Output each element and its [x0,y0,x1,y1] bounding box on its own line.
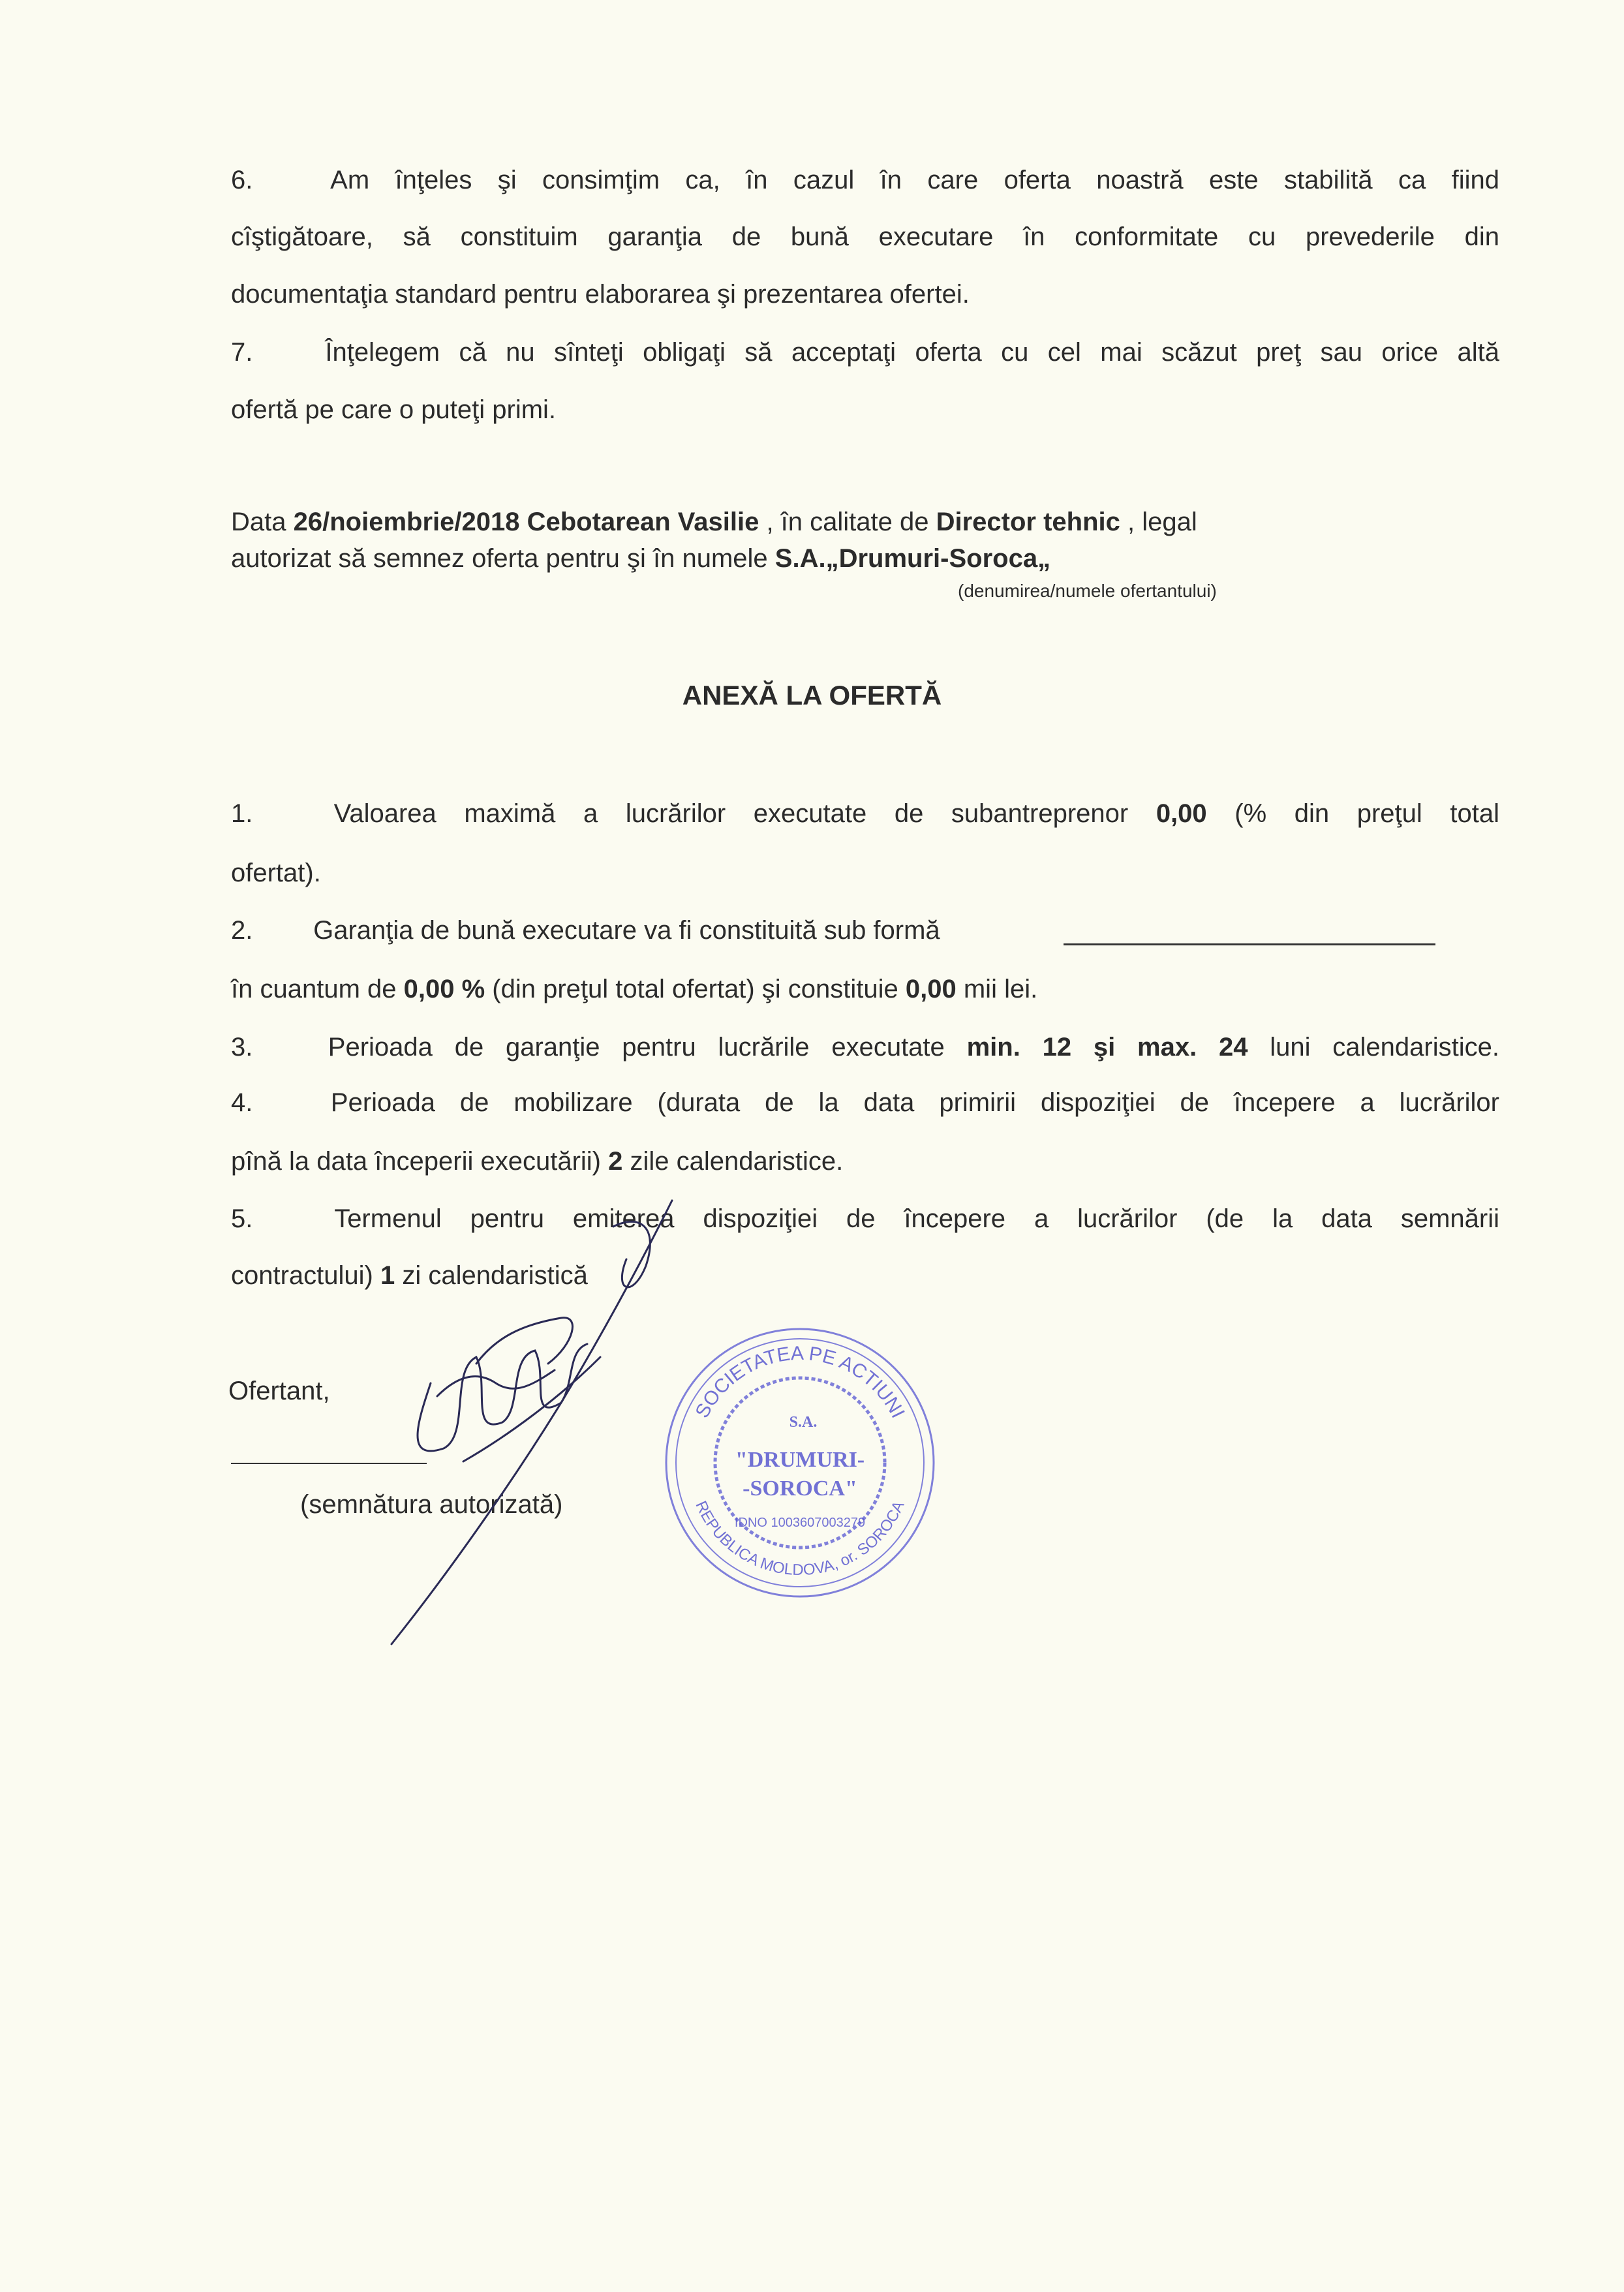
text-line [231,543,1499,574]
filled-value: Cebotarean Vasilie [527,508,759,536]
text-line [231,798,1499,829]
filled-value: 1 [380,1261,395,1290]
text-segment: Termenul pentru emiterea dispoziţiei de începere a lucrărilor (de la data semnării [334,1204,1500,1233]
text-segment: (din preţul total ofertat) şi constituie [485,975,906,1003]
stamp-sa: S.A. [789,1414,818,1431]
text-segment: (% din preţul total [1206,799,1499,828]
text-segment: Perioada de mobilizare (durata de la data primirii dispoziţiei de începere a lucrărilor [330,1088,1499,1117]
text-segment: zile calendaristice. [622,1147,844,1176]
text-segment: Garanţia de bună executare va fi constituită sub formă [313,916,940,945]
text-segment: Perioada de garanţie pentru lucrările executate [328,1033,967,1062]
text-line [231,337,1499,368]
stamp-name-2: -SOROCA" [743,1476,857,1501]
stamp-outer-text: SOCIETATEA PE ACTIUNI [691,1342,909,1422]
text-segment: mii lei. [956,975,1038,1003]
text-line [231,394,1499,425]
text-segment: Am înţeles şi consimţim ca, în cazul în care oferta noastră este stabilită ca fiind [330,166,1500,194]
text-segment: pînă la data începerii executării) [231,1147,609,1176]
text-segment: cîştigătoare, să constituim garanţia de bună executare în conformitate cu prevederile din [231,222,1499,251]
text-segment: , legal [1120,508,1197,536]
text-line [231,973,1499,1005]
text-line [231,857,1499,889]
filled-value: 26/noiembrie/2018 [293,508,520,536]
text-line [231,164,1499,196]
item-number: 1. [231,799,253,828]
item-number: 4. [231,1088,253,1117]
text-segment: documentaţia standard pentru elaborarea şi prezentarea ofertei. [231,280,970,309]
offerer-label: Ofertant, [228,1377,330,1405]
text-segment: zi calendaristică [395,1261,588,1290]
text-segment: ofertă pe care o puteţi primi. [231,395,557,424]
text-line [231,279,1499,310]
handwritten-signature [365,1187,705,1657]
text-segment: Înţelegem că nu sînteţi obligaţi să acceptaţi oferta cu cel mai scăzut preţ sau orice altă [325,338,1499,367]
text-segment: Valoarea maximă a lucrărilor executate de subantreprenor [333,799,1156,828]
filled-value: 0,00 [905,975,957,1003]
text-segment: , în calitate de [759,508,936,536]
item-number: 2. [231,916,253,945]
filled-value: S.A.„Drumuri-Soroca„ [774,544,1051,573]
text-line [231,915,1499,946]
text-line [231,1146,1499,1177]
text-segment: ofertat). [231,859,321,887]
item-number: 3. [231,1033,253,1062]
annex-title: ANEXĂ LA OFERTĂ [682,680,942,711]
text-segment: luni calendaristice. [1248,1033,1499,1062]
offerer-name-caption: (denumirea/numele ofertantului) [958,581,1217,601]
filled-value: 0,00 [1156,799,1207,828]
item-number: 6. [231,166,253,194]
text-line [231,1031,1499,1063]
text-segment: în cuantum de [231,975,404,1003]
stamp-idno: IDNO 1003607003279 [734,1516,866,1530]
stamp-name-1: "DRUMURI- [735,1448,865,1472]
text-line [231,221,1499,252]
item-number: 7. [231,338,253,367]
form-blank-line [1064,943,1435,945]
signature-caption: (semnătura autorizată) [300,1490,563,1519]
stamp-bottom-text: REPUBLICA MOLDOVA, or. SOROCA [692,1498,908,1580]
filled-value: min. 12 şi max. 24 [966,1033,1248,1062]
text-segment: contractului) [231,1261,380,1290]
text-segment [519,508,527,536]
filled-value: 0,00 % [403,975,485,1003]
text-line [231,1087,1499,1118]
filled-value: 2 [608,1147,623,1176]
text-segment: autorizat să semnez oferta pentru şi în numele [231,544,775,573]
text-line [231,506,1499,538]
item-number: 5. [231,1204,253,1233]
filled-value: Director tehnic [936,508,1120,536]
text-segment: Data [231,508,294,536]
